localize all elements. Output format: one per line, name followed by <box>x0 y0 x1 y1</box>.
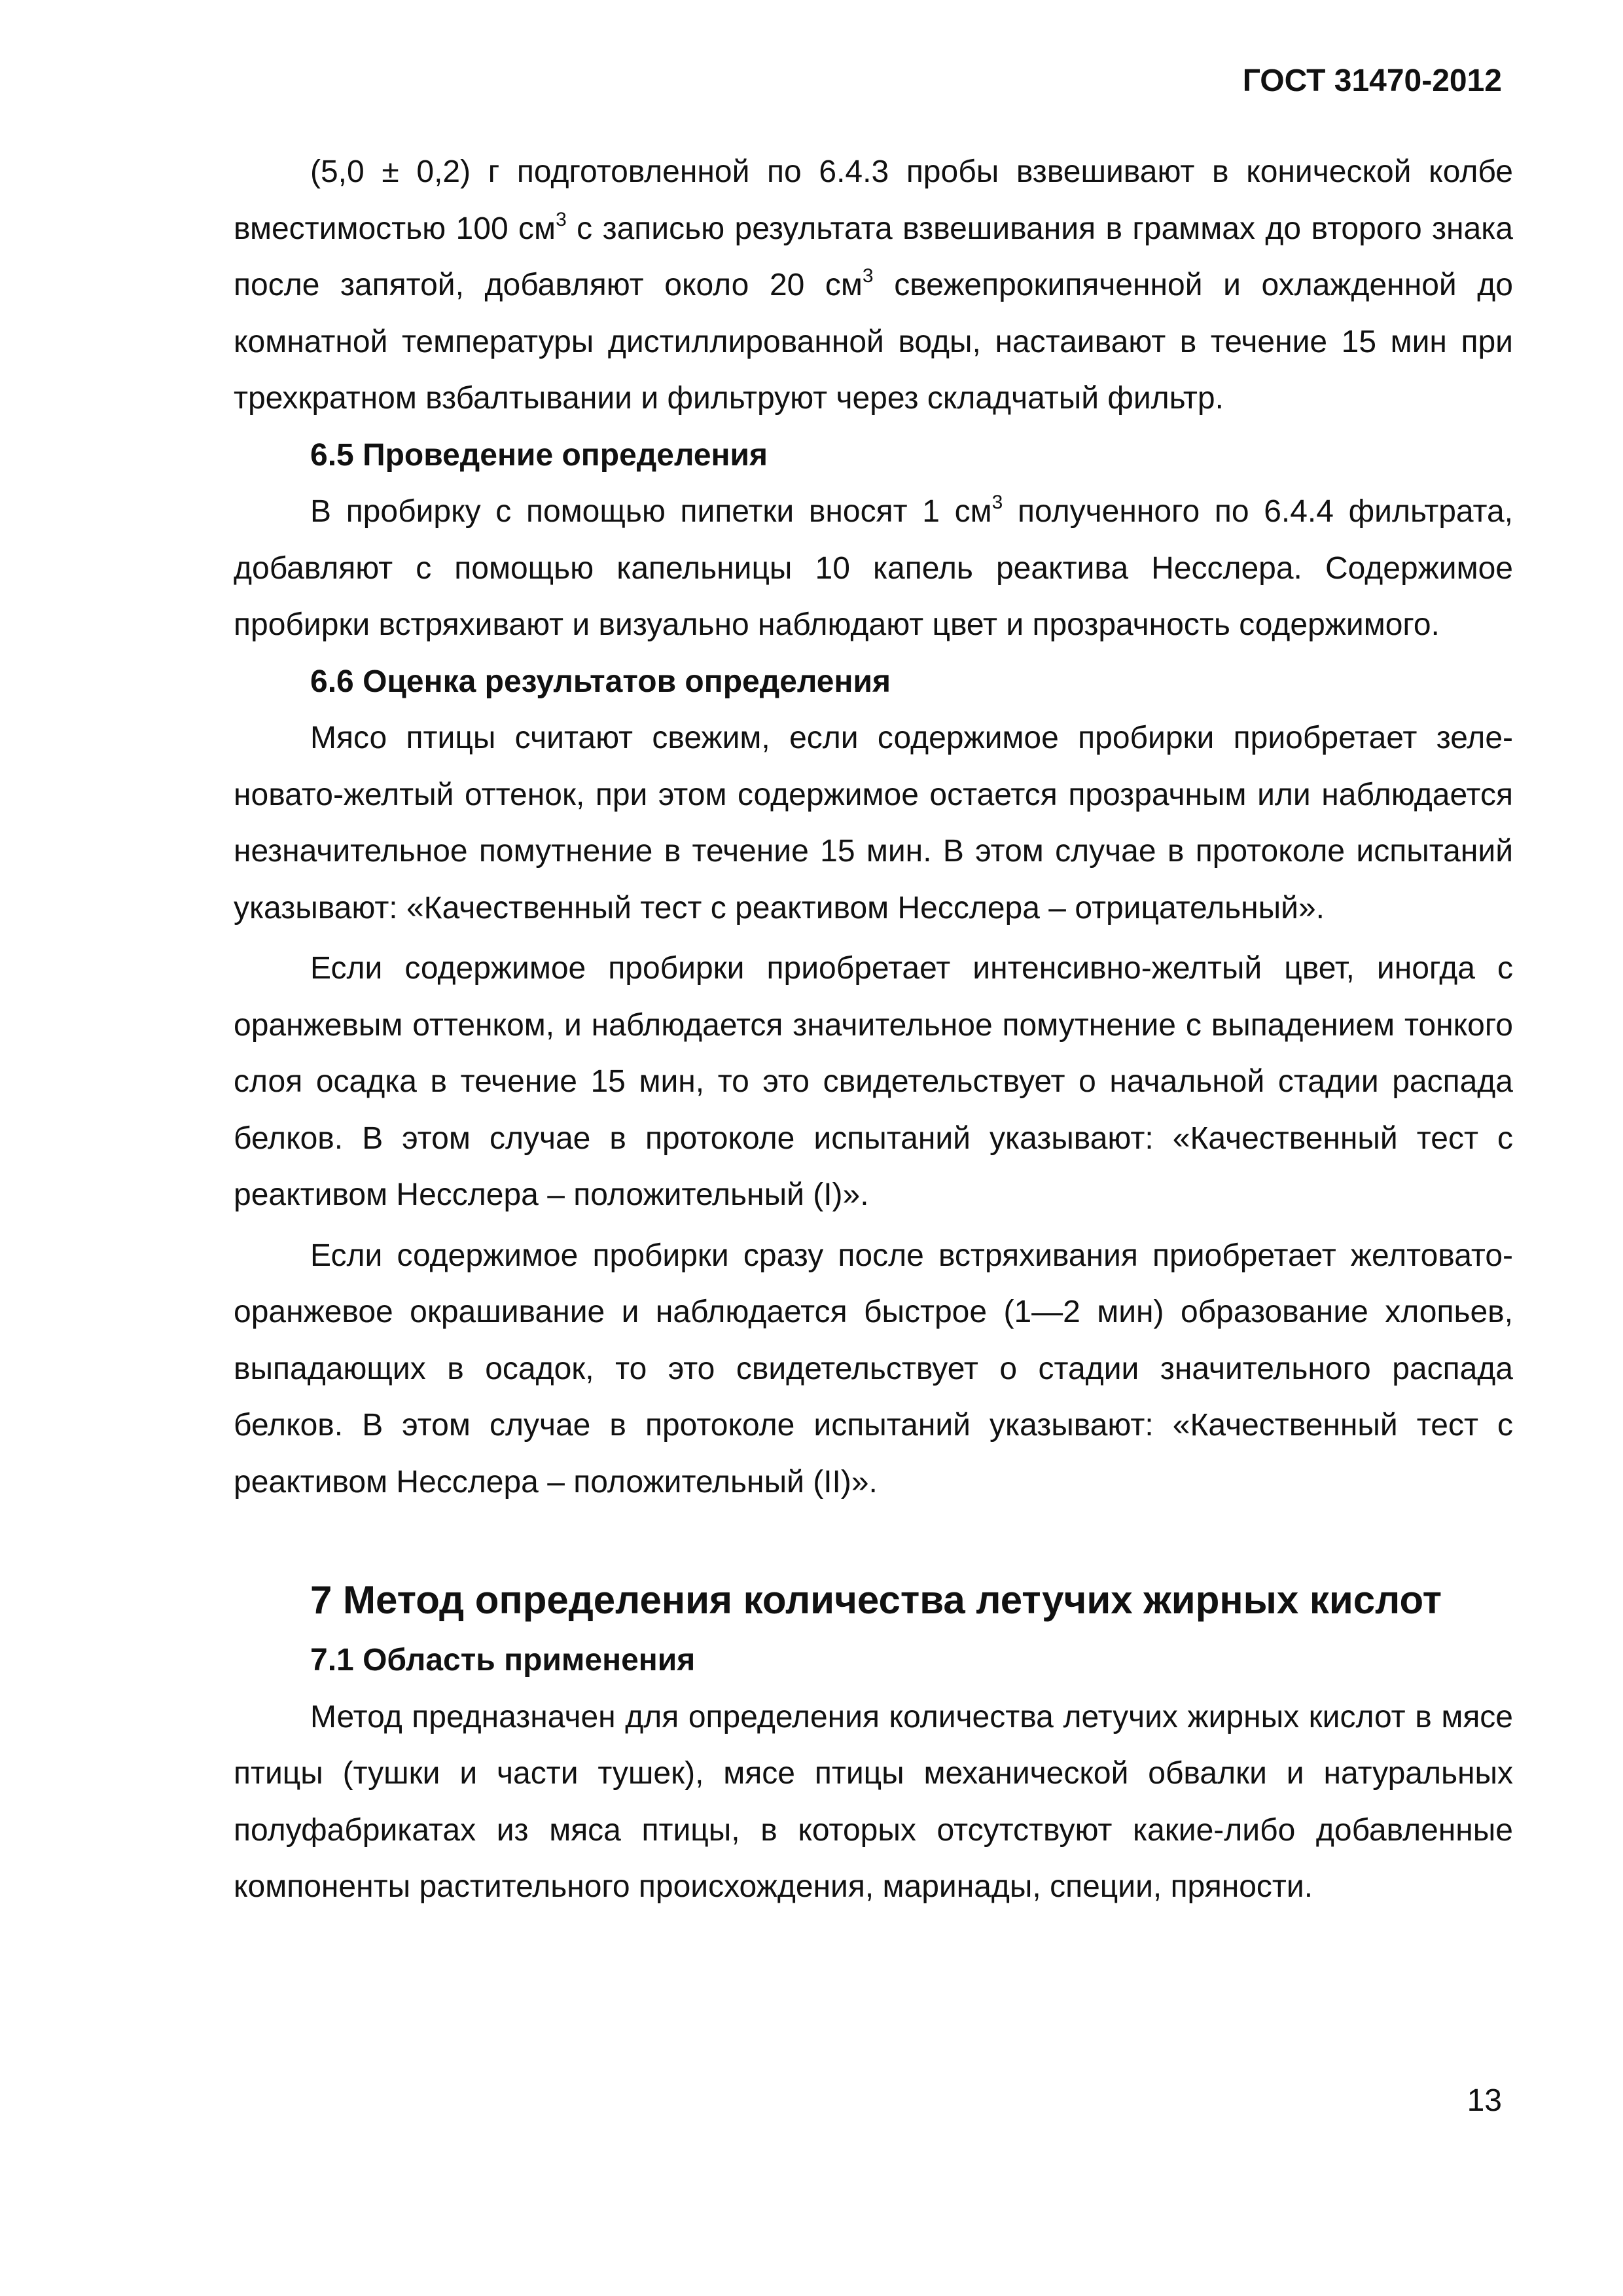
superscript: 3 <box>862 265 874 287</box>
paragraph-procedure <box>234 484 1513 654</box>
paragraph-sample-prep <box>234 144 1513 427</box>
text-run: (5,0 ± 0,2) г подготовленной по 6.4.3 пробы взвешивают в конической колбе вместимостью 100 см <box>234 154 1513 246</box>
text-run: полученного по 6.4.4 фильтрата, добавляют с помощью капельницы 10 капель реактива Несслера. Содержимое пробирки встряхивают и визуально наблюдают цвет и прозрачность содержимого. <box>234 494 1514 642</box>
text-run: с записью результата взвешивания в граммах до второго знака после запятой, добавляют около 20 см <box>234 211 1514 302</box>
heading-6-6: 6.6 Оценка результатов определения <box>310 664 891 699</box>
paragraph-result-positive-1: Если содержимое пробирки приобретает интенсивно-желтый цвет, иногда с оранжевым оттенком, и наблюдается значительное помутнение с выпадением тонкого слоя осадка в течение 15 мин, то это свидетельствует о начальной стадии распада белков. В этом случае в протоколе испытаний указывают: «Качественный тест с реактивом Несслера – положительный (I)». <box>234 951 1513 1212</box>
paragraph-result-negative: Мясо птицы считают свежим, если содержимое пробирки приобретает зеленовато-желтый оттенок, при этом содержимое остается прозрачным или наблюдается незначительное помутнение в течение 15 мин. В этом случае в протоколе испытаний указывают: «Качественный тест с реактивом Несслера – отрицательный». <box>234 721 1513 925</box>
document-header: ГОСТ 31470-2012 <box>1242 63 1502 98</box>
heading-6-5: 6.5 Проведение определения <box>310 437 768 473</box>
paragraph-scope: Метод предназначен для определения количества летучих жирных кислот в мясе птицы (тушки и части тушек), мясе птицы механической обвалки и натуральных полуфабрикатах из мяса птицы, в которых отсутствуют какие-либо добавленные компоненты растительного происхождения, маринады, специи, пряности. <box>234 1699 1513 1904</box>
heading-section-7: 7 Метод определения количества летучих жирных кислот <box>310 1578 1442 1622</box>
superscript: 3 <box>991 492 1003 513</box>
text-run: свежепрокипяченной и охлажденной до комнатной температуры дистиллированной воды, настаивают в течение 15 мин при трехкратном взбалтывании и фильтруют через складчатый фильтр. <box>234 268 1513 416</box>
page-number: 13 <box>1467 2083 1502 2118</box>
document-body <box>234 144 1513 1916</box>
paragraph-result-positive-2: Если содержимое пробирки сразу после встряхивания приобретает желтовато-оранжевое окрашивание и наблюдается быстрое (1—2 мин) образование хлопьев, выпадающих в осадок, то это свидетельствует о стадии значительного распада белков. В этом случае в протоколе испытаний указывают: «Качественный тест с реактивом Несслера – положительный (II)». <box>234 1238 1513 1499</box>
text-run: В пробирку с помощью пипетки вносят 1 см <box>310 494 992 529</box>
superscript: 3 <box>556 208 567 230</box>
heading-7-1: 7.1 Область применения <box>310 1643 696 1677</box>
